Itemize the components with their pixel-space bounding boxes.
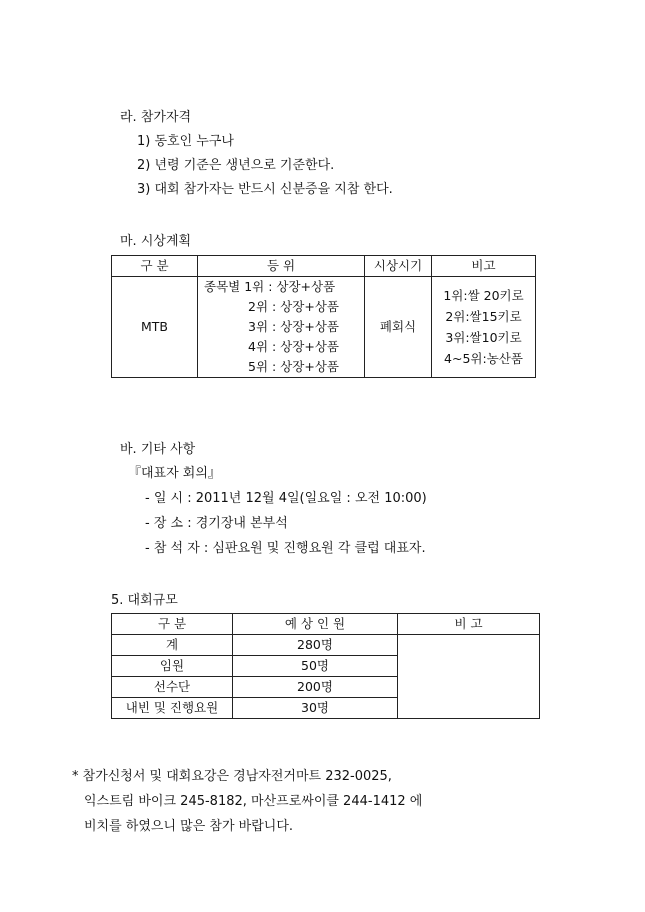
timing-cell: 폐회식 (365, 277, 432, 378)
notice-line: 익스트림 바이크 245-8182, 마산프로싸이클 244-1412 에 (84, 794, 423, 809)
ranks-cell (198, 277, 365, 378)
row-value: 30명 (233, 698, 398, 719)
qualification-heading: 라. 참가자격 (120, 110, 192, 125)
meeting-title: 『대표자 회의』 (128, 466, 221, 481)
row-value: 280명 (233, 635, 398, 656)
awards-table (111, 255, 536, 378)
remark-line: 3위:쌀10키로 (445, 330, 522, 345)
qualification-item: 1) 동호인 누구나 (137, 134, 234, 149)
table-row (112, 277, 536, 378)
rank-line: 2위 : 상장+상품 (248, 299, 339, 314)
table-header-row (112, 256, 536, 277)
header-remarks: 비 고 (398, 614, 540, 635)
category-cell: MTB (112, 277, 198, 378)
remark-line: 2위:쌀15키로 (445, 309, 522, 324)
rank-line: 4위 : 상장+상품 (248, 339, 339, 354)
remark-line: 1위:쌀 20키로 (443, 288, 524, 303)
meeting-line: - 참 석 자 : 심판요원 및 진행요원 각 클럽 대표자. (145, 541, 426, 556)
scale-table (111, 613, 540, 719)
row-label: 임원 (112, 656, 233, 677)
other-heading: 바. 기타 사항 (120, 442, 196, 457)
header-remarks: 비고 (432, 256, 536, 277)
table-header-row (112, 614, 540, 635)
meeting-line: - 장 소 : 경기장내 본부석 (145, 516, 288, 531)
qualification-item: 2) 년령 기준은 생년으로 기준한다. (137, 158, 335, 173)
notice-line: * 참가신청서 및 대회요강은 경남자전거마트 232-0025, (72, 769, 392, 784)
header-category: 구 분 (112, 614, 233, 635)
scale-heading: 5. 대회규모 (111, 593, 178, 608)
awards-heading: 마. 시상계획 (120, 234, 192, 249)
header-category: 구 분 (112, 256, 198, 277)
row-label: 계 (112, 635, 233, 656)
row-value: 200명 (233, 677, 398, 698)
remarks-cell (398, 635, 540, 719)
row-label: 내빈 및 진행요원 (112, 698, 233, 719)
table-row (112, 635, 540, 656)
rank-line: 3위 : 상장+상품 (248, 319, 339, 334)
notice-line: 비치를 하였으니 많은 참가 바랍니다. (84, 819, 294, 834)
header-timing: 시상시기 (365, 256, 432, 277)
header-rank: 등 위 (198, 256, 365, 277)
header-expected: 예 상 인 원 (233, 614, 398, 635)
remark-line: 4~5위:농산품 (444, 351, 523, 366)
remarks-cell (432, 277, 536, 378)
qualification-item: 3) 대회 참가자는 반드시 신분증을 지참 한다. (137, 182, 393, 197)
row-label: 선수단 (112, 677, 233, 698)
meeting-line: - 일 시 : 2011년 12월 4일(일요일 : 오전 10:00) (145, 491, 427, 506)
row-value: 50명 (233, 656, 398, 677)
rank-line: 5위 : 상장+상품 (248, 359, 339, 374)
rank-line: 종목별 1위 : 상장+상품 (204, 279, 336, 294)
